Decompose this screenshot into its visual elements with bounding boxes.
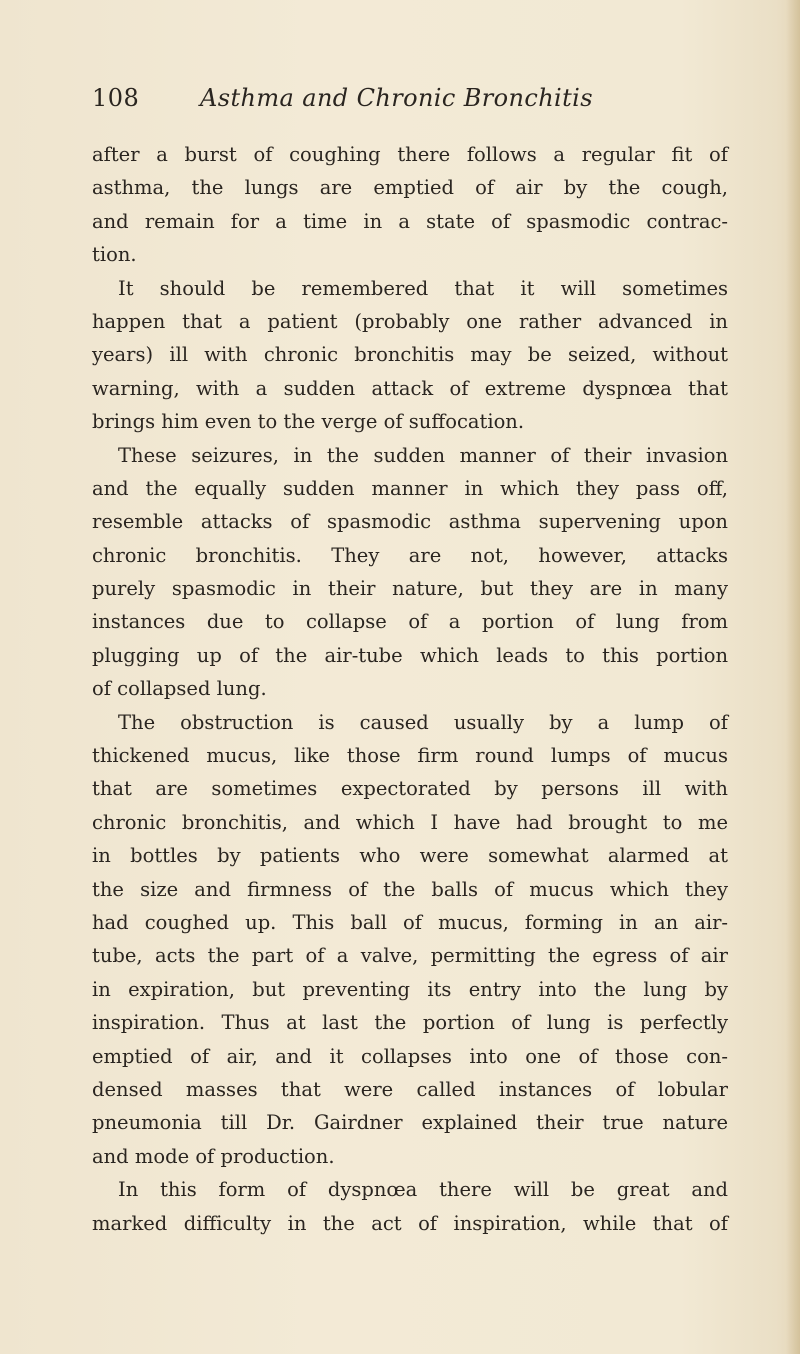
text-line: years) ill with chronic bronchitis may be seized, without: [92, 343, 728, 367]
text-line: and the equally sudden manner in which they pass off,: [92, 476, 728, 500]
text-line: It should be remembered that it will sometimes: [118, 276, 728, 300]
text-line: happen that a patient (probably one rather advanced in: [92, 309, 728, 333]
text-line: and remain for a time in a state of spasmodic contrac-: [92, 209, 728, 233]
running-title: Asthma and Chronic Bronchitis: [200, 84, 593, 112]
text-line: in bottles by patients who were somewhat alarmed at: [92, 844, 728, 868]
text-line: warning, with a sudden attack of extreme dyspnœa that: [92, 376, 728, 400]
text-line: plugging up of the air-tube which leads to this portion: [92, 643, 728, 667]
text-line: the size and firmness of the balls of mucus which they: [92, 877, 728, 901]
text-line: inspiration. Thus at last the portion of lung is perfectly: [92, 1011, 728, 1035]
page-edge-shadow: [786, 0, 800, 1354]
body-text: [92, 138, 728, 1240]
text-line: In this form of dyspnœa there will be great and: [118, 1178, 728, 1202]
text-line: densed masses that were called instances of lobular: [92, 1077, 728, 1101]
text-line: that are sometimes expectorated by persons ill with: [92, 777, 728, 801]
text-line: marked difficulty in the act of inspiration, while that of: [92, 1211, 728, 1235]
text-line: These seizures, in the sudden manner of their invasion: [118, 443, 728, 467]
text-line: had coughed up. This ball of mucus, forming in an air-: [92, 910, 728, 934]
text-line: purely spasmodic in their nature, but they are in many: [92, 577, 728, 601]
text-line: after a burst of coughing there follows a regular fit of: [92, 143, 728, 166]
text-line: thickened mucus, like those firm round lumps of mucus: [92, 744, 728, 768]
text-line: chronic bronchitis. They are not, however, attacks: [92, 543, 728, 567]
text-line: in expiration, but preventing its entry into the lung by: [92, 977, 728, 1001]
text-line: brings him even to the verge of suffocation.: [92, 410, 525, 434]
text-line: tion.: [92, 243, 137, 267]
text-line: of collapsed lung.: [92, 677, 267, 701]
text-line: tube, acts the part of a valve, permitting the egress of air: [92, 944, 728, 968]
text-line: and mode of production.: [92, 1144, 335, 1168]
text-line: chronic bronchitis, and which I have had brought to me: [92, 810, 728, 834]
text-line: emptied of air, and it collapses into one of those con-: [92, 1044, 728, 1068]
page-number: 108: [92, 84, 140, 112]
text-line: The obstruction is caused usually by a lump of: [118, 710, 728, 734]
page-header: [92, 84, 732, 124]
text-line: asthma, the lungs are emptied of air by the cough,: [92, 176, 728, 200]
text-line: pneumonia till Dr. Gairdner explained their true nature: [92, 1111, 728, 1135]
text-line: instances due to collapse of a portion of lung from: [92, 610, 728, 634]
text-line: resemble attacks of spasmodic asthma supervening upon: [92, 510, 728, 534]
